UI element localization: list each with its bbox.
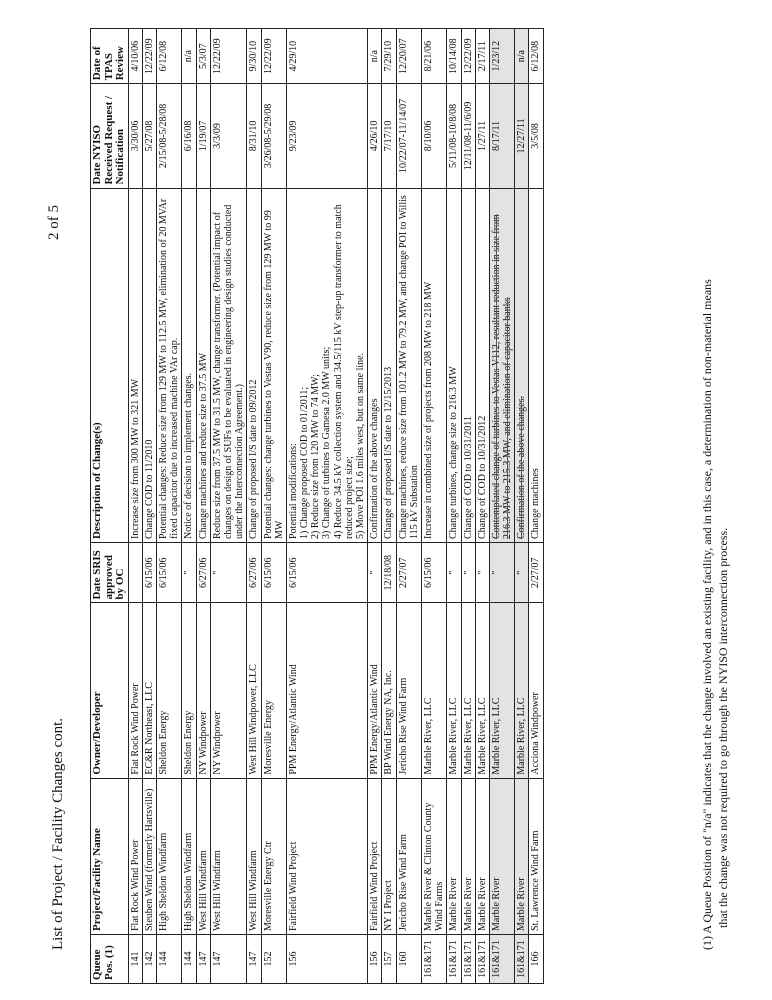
project-name-cell: Marble River [475, 778, 489, 934]
queue-position-cell: 156 [368, 935, 382, 984]
sris-date-cell: " [515, 543, 529, 603]
column-header: Date SRIS approved by OC [91, 543, 129, 603]
owner-cell: Sheldon Energy [182, 603, 196, 778]
owner-cell: PPM Energy/Atlantic Wind [286, 603, 367, 778]
table-row [182, 29, 196, 984]
owner-cell: EC&R Northeast, LLC [142, 603, 156, 778]
owner-cell: Flat Rock Wind Power [128, 603, 142, 778]
project-name-cell: Flat Rock Wind Power [128, 778, 142, 934]
tpas-date-cell: 8/21/06 [421, 29, 446, 84]
description-cell: Contemplated change of turbines to Vestas V112, resultant reduction in size from 216.3 MW to 215.3 MW, and elimination of capacitor banks [489, 188, 514, 542]
tpas-date-cell: 12/20/07 [396, 29, 421, 84]
table-row [515, 29, 529, 984]
description-cell: Confirmation of the above changes [368, 188, 382, 542]
received-date-cell: 5/11/08-10/8/08 [447, 84, 461, 188]
tpas-date-cell: 12/22/09 [210, 29, 247, 84]
received-date-cell: 7/17/10 [382, 84, 396, 188]
column-header: Project/Facility Name [91, 778, 129, 934]
owner-cell: Sheldon Energy [157, 603, 182, 778]
table-row [489, 29, 514, 984]
received-date-cell: 12/11/08-11/6/09 [461, 84, 475, 188]
owner-cell: NY Windpower [196, 603, 210, 778]
owner-cell: Moresville Energy [261, 603, 286, 778]
received-date-cell: 8/10/06 [421, 84, 446, 188]
table-body [128, 29, 543, 984]
queue-position-cell: 144 [182, 935, 196, 984]
received-date-cell: 1/19/07 [196, 84, 210, 188]
received-date-cell: 3/5/08 [529, 84, 543, 188]
received-date-cell: 1/27/11 [475, 84, 489, 188]
column-header: Owner/Developer [91, 603, 129, 778]
description-cell: Potential changes: change turbines to Vestas V90, reduce size from 129 MW to 99 MW [261, 188, 286, 542]
tpas-date-cell: n/a [368, 29, 382, 84]
sris-date-cell: " [475, 543, 489, 603]
owner-cell: NY Windpower [210, 603, 247, 778]
received-date-cell: 2/15/08-5/28/08 [157, 84, 182, 188]
queue-position-cell: 156 [286, 935, 367, 984]
tpas-date-cell: 12/22/09 [142, 29, 156, 84]
description-cell: Potential changes: Reduce size from 129 MW to 112.5 MW, elimination of 20 MVAr fixed capacitor due to increased machine VAr cap. [157, 188, 182, 542]
project-name-cell: High Sheldon Windfarm [182, 778, 196, 934]
queue-position-cell: 142 [142, 935, 156, 984]
received-date-cell: 3/3/09 [210, 84, 247, 188]
queue-position-cell: 161&171 [515, 935, 529, 984]
owner-cell: Marble River, LLC [461, 603, 475, 778]
project-name-cell: NY I Project [382, 778, 396, 934]
tpas-date-cell: 6/12/08 [157, 29, 182, 84]
table-row [210, 29, 247, 984]
queue-position-cell: 161&171 [489, 935, 514, 984]
queue-position-cell: 161&171 [475, 935, 489, 984]
queue-position-cell: 152 [261, 935, 286, 984]
tpas-date-cell: 6/12/08 [529, 29, 543, 84]
column-header: Date of TPAS Review [91, 29, 129, 84]
table-row [529, 29, 543, 984]
queue-position-cell: 147 [247, 935, 261, 984]
description-cell: Increase size from 300 MW to 321 MW [128, 188, 142, 542]
sris-date-cell: 6/27/06 [196, 543, 210, 603]
received-date-cell: 6/16/08 [182, 84, 196, 188]
sris-date-cell: " [210, 543, 247, 603]
queue-position-cell: 166 [529, 935, 543, 984]
received-date-cell: 10/22/07-11/14/07 [396, 84, 421, 188]
owner-cell: Acciona Windpower [529, 603, 543, 778]
owner-cell: Marble River, LLC [515, 603, 529, 778]
table-row [157, 29, 182, 984]
received-date-cell: 3/26/08-5/29/08 [261, 84, 286, 188]
tpas-date-cell: 12/22/09 [461, 29, 475, 84]
table-row [196, 29, 210, 984]
description-cell: Change of proposed I/S date to 09/2012 [247, 188, 261, 542]
tpas-date-cell: 5/3/07 [196, 29, 210, 84]
table-row [461, 29, 475, 984]
description-cell: Potential modifications: 1) Change proposed COD to 01/2011; 2) Reduce size from 120 MW to 74 MW; 3) Change of turbines to Gamesa 2.0 MW units; 4) Reduce 34.5 kV collection system and 34.5/115 kV step-up transformer to match reduced project size; 5) Move POI 1.6 miles west, but on same line. [286, 188, 367, 542]
tpas-date-cell: 1/23/12 [489, 29, 514, 84]
project-name-cell: Jericho Rise Wind Farm [396, 778, 421, 934]
table-row [286, 29, 367, 984]
table-row [142, 29, 156, 984]
queue-position-cell: 161&171 [447, 935, 461, 984]
queue-position-cell: 160 [396, 935, 421, 984]
table-row [475, 29, 489, 984]
footnote-line: that the change was not required to go through the NYISO interconnection process. [715, 527, 730, 928]
sris-date-cell: " [368, 543, 382, 603]
tpas-date-cell: n/a [182, 29, 196, 84]
description-cell: Change machines, reduce size from 101.2 MW to 79.2 MW, and change POI to Willis 115 kV Substation [396, 188, 421, 542]
project-name-cell: West Hill Windfarm [247, 778, 261, 934]
tpas-date-cell: 4/10/06 [128, 29, 142, 84]
project-name-cell: Marble River & Clinton County Wind Farms [421, 778, 446, 934]
table-row [382, 29, 396, 984]
document-title: List of Project / Facility Changes cont. [50, 717, 66, 950]
description-cell: Change machines and reduce size to 37.5 MW [196, 188, 210, 542]
description-cell: Change turbines, change size to 216.3 MW [447, 188, 461, 542]
sris-date-cell: 6/15/06 [286, 543, 367, 603]
table-row [396, 29, 421, 984]
tpas-date-cell: 12/22/09 [261, 29, 286, 84]
description-cell: Reduce size from 37.5 MW to 31.5 MW, change transformer. (Potential impact of changes on design of SUFs to be evaluated in engineering design studies conducted under the Interconnection Agreement.) [210, 188, 247, 542]
sris-date-cell: 2/27/07 [396, 543, 421, 603]
owner-cell: Jericho Rise Wind Farm [396, 603, 421, 778]
received-date-cell: 9/23/09 [286, 84, 367, 188]
footnote-line: (1) A Queue Position of "n/a" indicates that the change involved an existing facility, and in this case, a determination of non-material means [700, 279, 714, 950]
queue-position-cell: 147 [210, 935, 247, 984]
received-date-cell: 4/26/10 [368, 84, 382, 188]
sris-date-cell: " [182, 543, 196, 603]
sris-date-cell: 12/18/08 [382, 543, 396, 603]
owner-cell: PPM Energy/Atlantic Wind [368, 603, 382, 778]
sris-date-cell: 6/15/06 [142, 543, 156, 603]
received-date-cell: 3/30/06 [128, 84, 142, 188]
project-name-cell: Moresville Energy Ctr [261, 778, 286, 934]
project-name-cell: Fairfield Wind Project [368, 778, 382, 934]
table-row [421, 29, 446, 984]
tpas-date-cell: 10/14/08 [447, 29, 461, 84]
queue-position-cell: 161&171 [461, 935, 475, 984]
received-date-cell: 8/31/10 [247, 84, 261, 188]
column-header: Date NYISO Received Request / Notification [91, 84, 129, 188]
owner-cell: Marble River, LLC [489, 603, 514, 778]
sris-date-cell: " [461, 543, 475, 603]
sris-date-cell: 2/27/07 [529, 543, 543, 603]
facility-changes-table [90, 28, 544, 984]
column-header: Description of Change(s) [91, 188, 129, 542]
tpas-date-cell: 4/29/10 [286, 29, 367, 84]
received-date-cell: 5/27/08 [142, 84, 156, 188]
queue-position-cell: 161&171 [421, 935, 446, 984]
owner-cell: West Hill Windpower, LLC [247, 603, 261, 778]
project-name-cell: West Hill Windfarm [196, 778, 210, 934]
column-header: Queue Pos. (1) [91, 935, 129, 984]
table-header-row [91, 29, 129, 984]
tpas-date-cell: 2/17/11 [475, 29, 489, 84]
table-row [261, 29, 286, 984]
sris-date-cell: 6/15/06 [421, 543, 446, 603]
description-cell: Change of COD to 10/31/2012 [475, 188, 489, 542]
table-row [447, 29, 461, 984]
tpas-date-cell: 7/29/10 [382, 29, 396, 84]
description-cell: Increase in combined size of projects from 208 MW to 218 MW [421, 188, 446, 542]
owner-cell: BP Wind Energy NA, Inc. [382, 603, 396, 778]
sris-date-cell: 6/15/06 [157, 543, 182, 603]
sris-date-cell: " [447, 543, 461, 603]
project-name-cell: High Sheldon Windfarm [157, 778, 182, 934]
project-name-cell: Marble River [461, 778, 475, 934]
queue-position-cell: 144 [157, 935, 182, 984]
footnote [700, 70, 731, 950]
project-name-cell: Marble River [489, 778, 514, 934]
owner-cell: Marble River, LLC [475, 603, 489, 778]
project-name-cell: St. Lawrence Wind Farm [529, 778, 543, 934]
owner-cell: Marble River, LLC [447, 603, 461, 778]
received-date-cell: 8/17/11 [489, 84, 514, 188]
queue-position-cell: 147 [196, 935, 210, 984]
table-row [128, 29, 142, 984]
project-name-cell: West Hill Windfarm [210, 778, 247, 934]
description-cell: Notice of decision to implement changes. [182, 188, 196, 542]
owner-cell: Marble River, LLC [421, 603, 446, 778]
sris-date-cell: " [489, 543, 514, 603]
description-cell: Change machines [529, 188, 543, 542]
project-name-cell: Marble River [515, 778, 529, 934]
description-cell: Change COD to 11/2010 [142, 188, 156, 542]
project-name-cell: Fairfield Wind Project [286, 778, 367, 934]
project-name-cell: Steuben Wind (formerly Hartsville) [142, 778, 156, 934]
description-cell: Confirmation of the above changes. [515, 188, 529, 542]
tpas-date-cell: n/a [515, 29, 529, 84]
sris-date-cell [128, 543, 142, 603]
page-number: 2 of 5 [46, 205, 62, 240]
description-cell: Change of COD to 10/31/2011 [461, 188, 475, 542]
received-date-cell: 12/27/11 [515, 84, 529, 188]
table-row [368, 29, 382, 984]
sris-date-cell: 6/15/06 [261, 543, 286, 603]
description-cell: Change of proposed I/S date to 12/15/2013 [382, 188, 396, 542]
tpas-date-cell: 9/30/10 [247, 29, 261, 84]
table-row [247, 29, 261, 984]
sris-date-cell: 6/27/06 [247, 543, 261, 603]
project-name-cell: Marble River [447, 778, 461, 934]
queue-position-cell: 157 [382, 935, 396, 984]
queue-position-cell: 141 [128, 935, 142, 984]
